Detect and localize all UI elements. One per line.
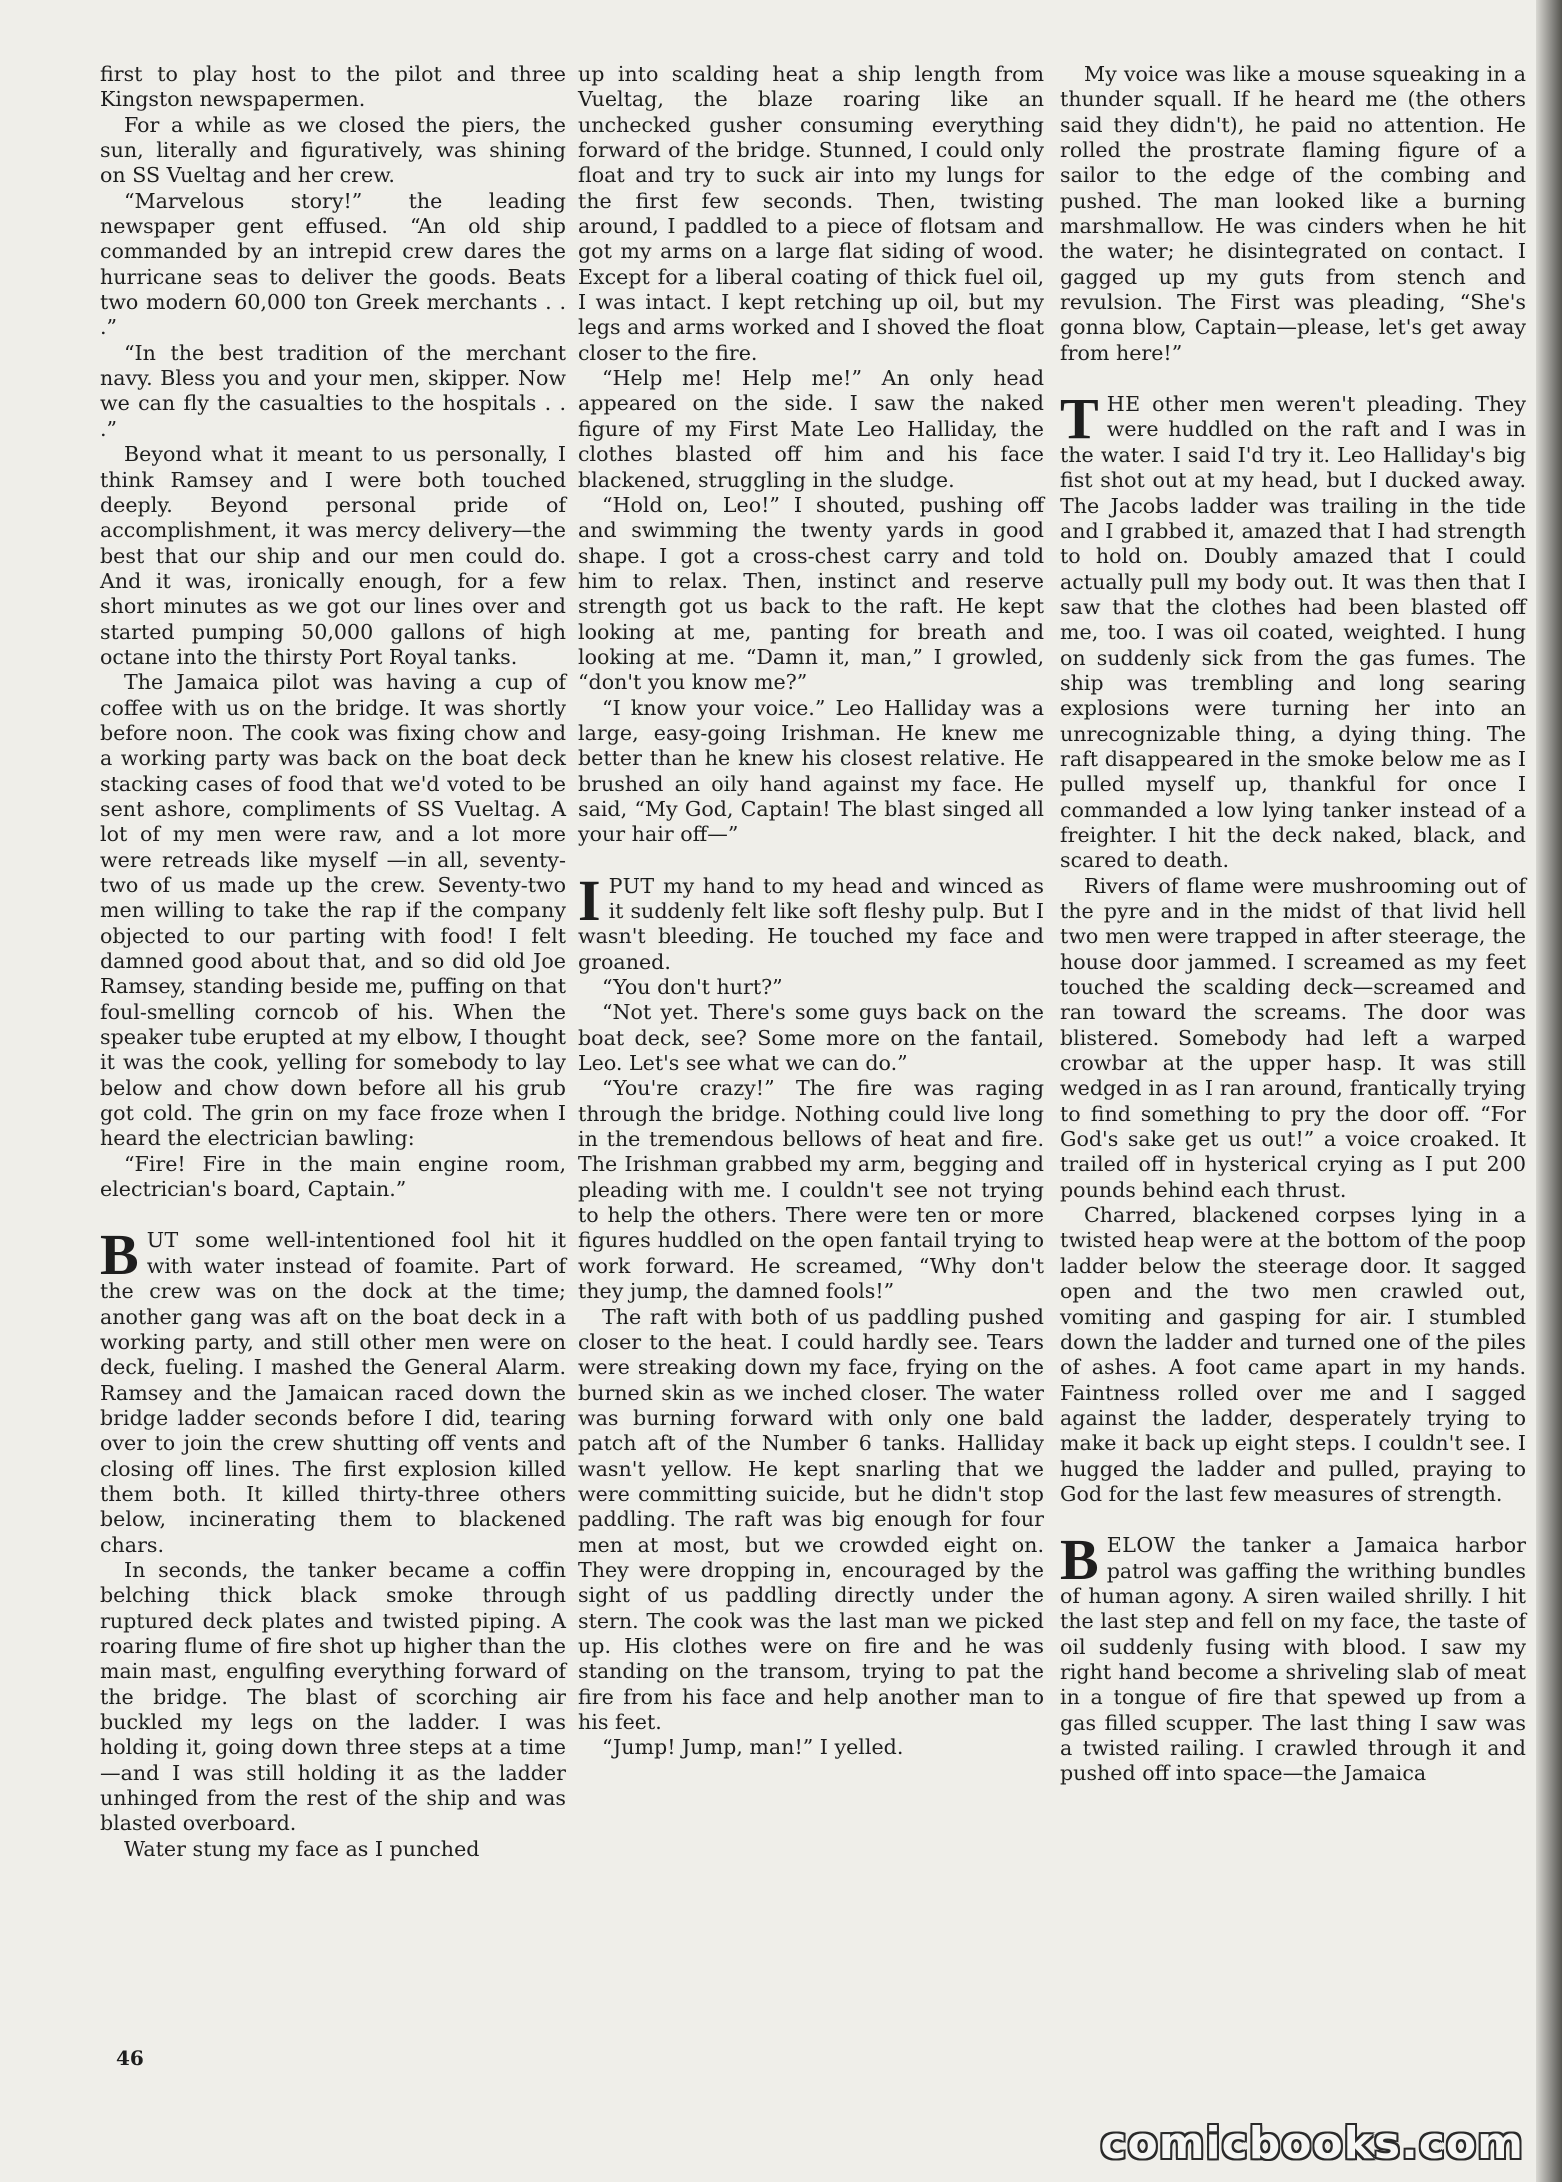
section-opening-paragraph [100, 1222, 566, 1557]
lead-in-caps: PUT [608, 873, 655, 898]
paragraph: “You don't hurt?” [602, 975, 783, 1000]
section-break [1060, 1507, 1526, 1533]
paragraph: Rivers of flame were mushrooming out of the pyre and in the midst of that livid hell two men were trapped in after steerage, the house door jammed. I screamed as my feet touched the scalding deck—screamed and ran toward the screams. The door was blistered. Somebody had left a warped crowbar at the upper hasp. It was still wedged in as I ran around, frantically trying to find something to pry the door off. “For God's sake get us out!” a voice croaked. It trailed off in hysterical crying as I put 200 pounds behind each thrust. [1060, 873, 1526, 1202]
paragraph-text: some well-intentioned fool hit it with water instead of foamite. Part of the crew was on the dock at the time; another gang was aft on the boat deck in a working party, and still other men were on deck, fueling. I mashed the General Alarm. Ramsey and the Jamaican raced down the bridge ladder seconds before I did, tearing over to join the crew shutting off vents and closing off lines. The first explosion killed them both. It killed thirty-three others below, incinerating them to blackened chars. [100, 1228, 566, 1557]
section-opening-paragraph [1060, 1527, 1526, 1786]
paragraph: Water stung my face as I punched [124, 1836, 480, 1861]
paragraph: “Fire! Fire in the main engine room, electrician's board, Captain.” [100, 1151, 566, 1202]
paragraph: The Jamaica pilot was having a cup of coffee with us on the bridge. It was shortly before noon. The cook was fixing chow and a working party was back on the boat deck stacking cases of food that we'd voted to be sent ashore, compliments of SS Vueltag. A lot of my men were raw, and a lot more were retreads like myself —in all, seventy-two of us made up the crew. Seventy-two men willing to take the rap if the company objected to our parting with food! I felt damned good about that, and so did old Joe Ramsey, standing beside me, puffing on that foul-smelling corncob of his. When the speaker tube erupted at my elbow, I thought it was the cook, yelling for somebody to lay below and chow down before all his grub got cold. The grin on my face froze when I heard the electrician bawling: [100, 670, 566, 1151]
paragraph: “Marvelous story!” the leading newspaper gent effused. “An old ship commanded by an intrepid crew dares the hurricane seas to deliver the goods. Beats two modern 60,000 ton Greek merchants . . .” [100, 188, 566, 340]
lead-in-caps: HE [1106, 392, 1141, 417]
paragraph: “You're crazy!” The fire was raging through the bridge. Nothing could live long in the tremendous bellows of heat and fire. The Irishman grabbed my arm, begging and pleading with me. I couldn't see not trying to help the others. There were ten or more figures huddled on the open fantail trying to work forward. He screamed, “Why don't they jump, the damned fools!” [578, 1076, 1044, 1304]
text-column-3 [1060, 62, 1526, 1787]
paragraph: “Hold on, Leo!” I shouted, pushing off and swimming the twenty yards in good shape. I got a cross-chest carry and told him to relax. Then, instinct and reserve strength got us back to the raft. He kept looking at me, panting for breath and looking at me. “Damn it, man,” I growled, “don't you know me?” [578, 492, 1044, 695]
paragraph: “Not yet. There's some guys back on the boat deck, see? Some more on the fantail, Leo. Let's see what we can do.” [578, 1000, 1044, 1076]
drop-cap: B [1060, 1527, 1099, 1593]
paragraph: The raft with both of us paddling pushed closer to the heat. I could hardly see. Tears were streaking down my face, frying on the burned skin as we inched closer. The water was burning forward with only one bald patch aft of the Number 6 tanks. Halliday wasn't yellow. He kept snarling that we were committing suicide, but he didn't stop paddling. The raft was big enough for four men at most, but we crowded eight on. They were dropping in, encouraged by the sight of us paddling directly under the stern. The cook was the last man we picked up. His clothes were on fire and he was standing on the transom, trying to pat the fire from his face and help another man to his feet. [578, 1304, 1044, 1734]
paragraph: In seconds, the tanker became a coffin belching thick black smoke through ruptured deck plates and twisted piping. A roaring flume of fire shot up higher than the main mast, engulfing everything forward of the bridge. The blast of scorching air buckled my legs on the ladder. I was holding it, going down three steps at a time—and I was still holding it as the ladder unhinged from the rest of the ship and was blasted overboard. [100, 1557, 566, 1836]
drop-cap: I [578, 867, 601, 933]
section-opening-paragraph [578, 867, 1044, 975]
site-watermark: comicbooks.com [1100, 2118, 1524, 2169]
paragraph: “Help me! Help me!” An only head appeared on the side. I saw the naked figure of my First Mate Leo Halliday, the clothes blasted off him and his face blackened, struggling in the sludge. [578, 366, 1044, 492]
drop-cap: T [1060, 386, 1099, 452]
lead-in-caps: UT [146, 1228, 179, 1253]
section-break [1060, 366, 1526, 392]
paragraph: “Jump! Jump, man!” I yelled. [602, 1735, 904, 1760]
section-break [578, 848, 1044, 874]
paragraph: up into scalding heat a ship length from Vueltag, the blaze roaring like an unchecked gusher consuming everything forward of the bridge. Stunned, I could only float and try to suck air into my lungs for the first few seconds. Then, twisting around, I paddled to a piece of flotsam and got my arms on a large flat siding of wood. Except for a liberal coating of thick fuel oil, I was intact. I kept retching up oil, but my legs and arms worked and I shoved the float closer to the fire. [578, 62, 1044, 365]
paragraph: Charred, blackened corpses lying in a twisted heap were at the bottom of the poop ladder below the steerage door. It sagged open and the two men crawled out, vomiting and gasping for air. I stumbled down the ladder and turned one of the piles of ashes. A foot came apart in my hands. Faintness rolled over me and I sagged against the ladder, desperately trying to make it back up eight steps. I couldn't see. I hugged the ladder and pulled, praying to God for the last few measures of strength. [1060, 1203, 1526, 1506]
paragraph-text: the tanker a Jamaica harbor patrol was gaffing the writhing bundles of human agony. A siren wailed shrilly. I hit the last step and fell on my face, the taste of oil suddenly fusing with blood. I saw my right hand become a shriveling slab of meat in a tongue of fire that spewed up from a gas filled scupper. The last thing I saw was a twisted railing. I crawled through it and pushed off into space—the Jamaica [1060, 1533, 1526, 1786]
text-column-1 [100, 62, 566, 1862]
page-number: 46 [116, 2046, 144, 2070]
drop-cap: B [100, 1222, 139, 1288]
paragraph: “In the best tradition of the merchant navy. Bless you and your men, skipper. Now we can fly the casualties to the hospitals . . .” [100, 340, 566, 441]
paragraph: For a while as we closed the piers, the sun, literally and figuratively, was shining on SS Vueltag and her crew. [100, 112, 566, 188]
paragraph: Beyond what it meant to us personally, I think Ramsey and I were both touched deeply. Beyond personal pride of accomplishment, it was mercy delivery—the best that our ship and our men could do. And it was, ironically enough, for a few short minutes as we got our lines over and started pumping 50,000 gallons of high octane into the thirsty Port Royal tanks. [100, 442, 566, 669]
page-edge-shadow [1536, 0, 1562, 2182]
paragraph: first to play host to the pilot and three Kingston newspapermen. [100, 62, 566, 112]
section-break [100, 1202, 566, 1228]
paragraph-text: my hand to my head and winced as it suddenly felt like soft fleshy pulp. But I wasn't bleeding. He touched my face and groaned. [578, 873, 1044, 974]
lead-in-caps: ELOW [1106, 1533, 1176, 1558]
paragraph: My voice was like a mouse squeaking in a thunder squall. If he heard me (the others said they didn't), he paid no attention. He rolled the prostrate flaming figure of a sailor to the edge of the combing and pushed. The man looked like a burning marshmallow. He was cinders when he hit the water; he disintegrated on contact. I gagged up my guts from stench and revulsion. The First was pleading, “She's gonna blow, Captain—please, let's get away from here!” [1060, 62, 1526, 365]
text-column-2 [578, 62, 1044, 1761]
section-opening-paragraph [1060, 386, 1526, 874]
paragraph: “I know your voice.” Leo Halliday was a large, easy-going Irishman. He knew me better than he knew his closest relative. He brushed an oily hand against my face. He said, “My God, Captain! The blast singed all your hair off—” [578, 695, 1044, 847]
paragraph-text: other men weren't pleading. They were huddled on the raft and I was in the water. I said I'd try it. Leo Halliday's big fist shot out at my head, but I ducked away. The Jacobs ladder was trailing in the tide and I grabbed it, amazed that I had strength to hold on. Doubly amazed that I could actually pull my body out. It was then that I saw that the clothes had been blasted off me, too. I was oil coated, weighted. I hung on suddenly sick from the gas fumes. The ship was trembling and long searing explosions were turning her into an unrecognizable thing, a dying thing. The raft disappeared in the smoke below me as I pulled myself up, thankful for once I commanded a low lying tanker instead of a freighter. I hit the deck naked, black, and scared to death. [1060, 392, 1526, 873]
